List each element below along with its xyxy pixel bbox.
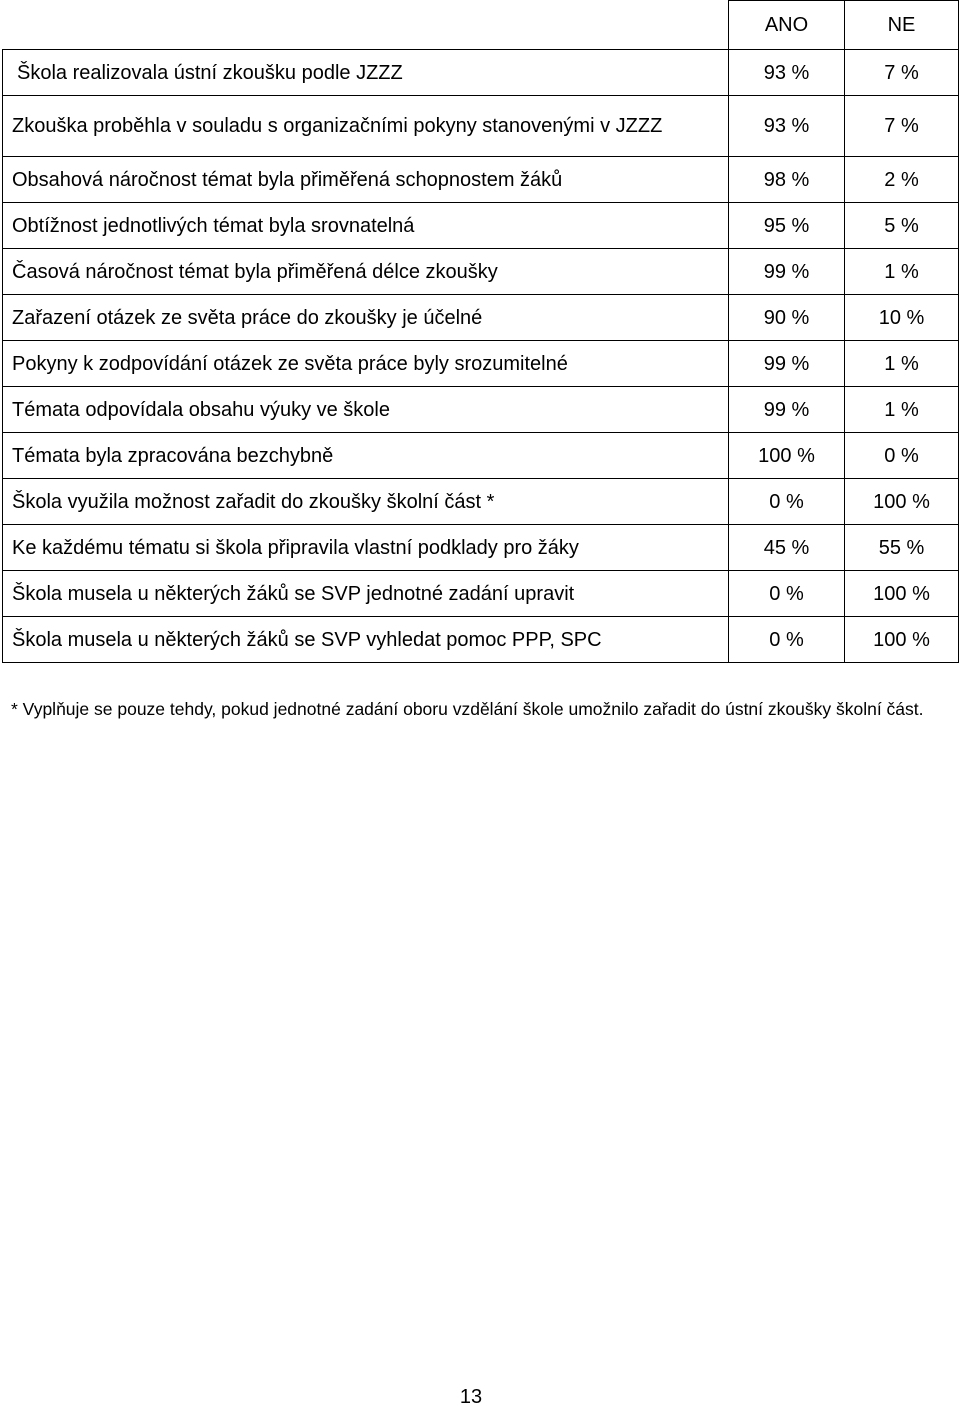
table-row <box>3 387 959 433</box>
table-row <box>3 433 959 479</box>
table-row <box>3 295 959 341</box>
ano-value-cell: 95 % <box>729 203 845 249</box>
survey-results-table <box>2 0 959 663</box>
table-body <box>3 1 959 663</box>
ano-value-cell: 99 % <box>729 341 845 387</box>
question-cell: Obsahová náročnost témat byla přiměřená schopnostem žáků <box>3 157 729 203</box>
ne-value-cell: 10 % <box>845 295 959 341</box>
ne-value-cell: 7 % <box>845 96 959 157</box>
table-row <box>3 571 959 617</box>
ne-value-cell: 1 % <box>845 249 959 295</box>
ne-value-cell: 0 % <box>845 433 959 479</box>
ano-value-cell: 0 % <box>729 617 845 663</box>
table-row <box>3 617 959 663</box>
table-row <box>3 525 959 571</box>
ano-value-cell: 0 % <box>729 571 845 617</box>
question-cell: Škola musela u některých žáků se SVP vyhledat pomoc PPP, SPC <box>3 617 729 663</box>
question-cell: Časová náročnost témat byla přiměřená délce zkoušky <box>3 249 729 295</box>
ne-value-cell: 1 % <box>845 387 959 433</box>
ne-value-cell: 100 % <box>845 479 959 525</box>
ano-value-cell: 99 % <box>729 387 845 433</box>
ne-value-cell: 1 % <box>845 341 959 387</box>
question-cell: Škola musela u některých žáků se SVP jednotné zadání upravit <box>3 571 729 617</box>
ne-value-cell: 5 % <box>845 203 959 249</box>
question-cell: Obtížnost jednotlivých témat byla srovnatelná <box>3 203 729 249</box>
table-row <box>3 341 959 387</box>
ne-value-cell: 100 % <box>845 617 959 663</box>
ne-value-cell: 100 % <box>845 571 959 617</box>
footnote: * Vyplňuje se pouze tehdy, pokud jednotné zadání oboru vzdělání škole umožnilo zařadit do ústní zkoušky školní část. <box>11 699 924 719</box>
question-cell: Témata odpovídala obsahu výuky ve škole <box>3 387 729 433</box>
ano-value-cell: 90 % <box>729 295 845 341</box>
header-blank-cell <box>3 1 729 50</box>
ano-value-cell: 99 % <box>729 249 845 295</box>
table-header-row <box>3 1 959 50</box>
question-cell: Škola realizovala ústní zkoušku podle JZZZ <box>3 50 729 96</box>
question-cell: Témata byla zpracována bezchybně <box>3 433 729 479</box>
ano-value-cell: 98 % <box>729 157 845 203</box>
table-row <box>3 479 959 525</box>
question-cell: Škola využila možnost zařadit do zkoušky školní část * <box>3 479 729 525</box>
column-header-ano: ANO <box>729 1 845 50</box>
question-cell: Pokyny k zodpovídání otázek ze světa práce byly srozumitelné <box>3 341 729 387</box>
table-row <box>3 157 959 203</box>
page-number: 13 <box>459 1386 483 1408</box>
column-header-ne: NE <box>845 1 959 50</box>
table-row <box>3 249 959 295</box>
table-row <box>3 203 959 249</box>
question-cell: Zkouška proběhla v souladu s organizačními pokyny stanovenými v JZZZ <box>3 96 729 157</box>
ano-value-cell: 45 % <box>729 525 845 571</box>
table-row <box>3 50 959 96</box>
question-cell: Zařazení otázek ze světa práce do zkoušky je účelné <box>3 295 729 341</box>
ano-value-cell: 0 % <box>729 479 845 525</box>
ne-value-cell: 2 % <box>845 157 959 203</box>
ne-value-cell: 7 % <box>845 50 959 96</box>
ne-value-cell: 55 % <box>845 525 959 571</box>
ano-value-cell: 93 % <box>729 96 845 157</box>
question-cell: Ke každému tématu si škola připravila vlastní podklady pro žáky <box>3 525 729 571</box>
ano-value-cell: 93 % <box>729 50 845 96</box>
table-row <box>3 96 959 157</box>
ano-value-cell: 100 % <box>729 433 845 479</box>
